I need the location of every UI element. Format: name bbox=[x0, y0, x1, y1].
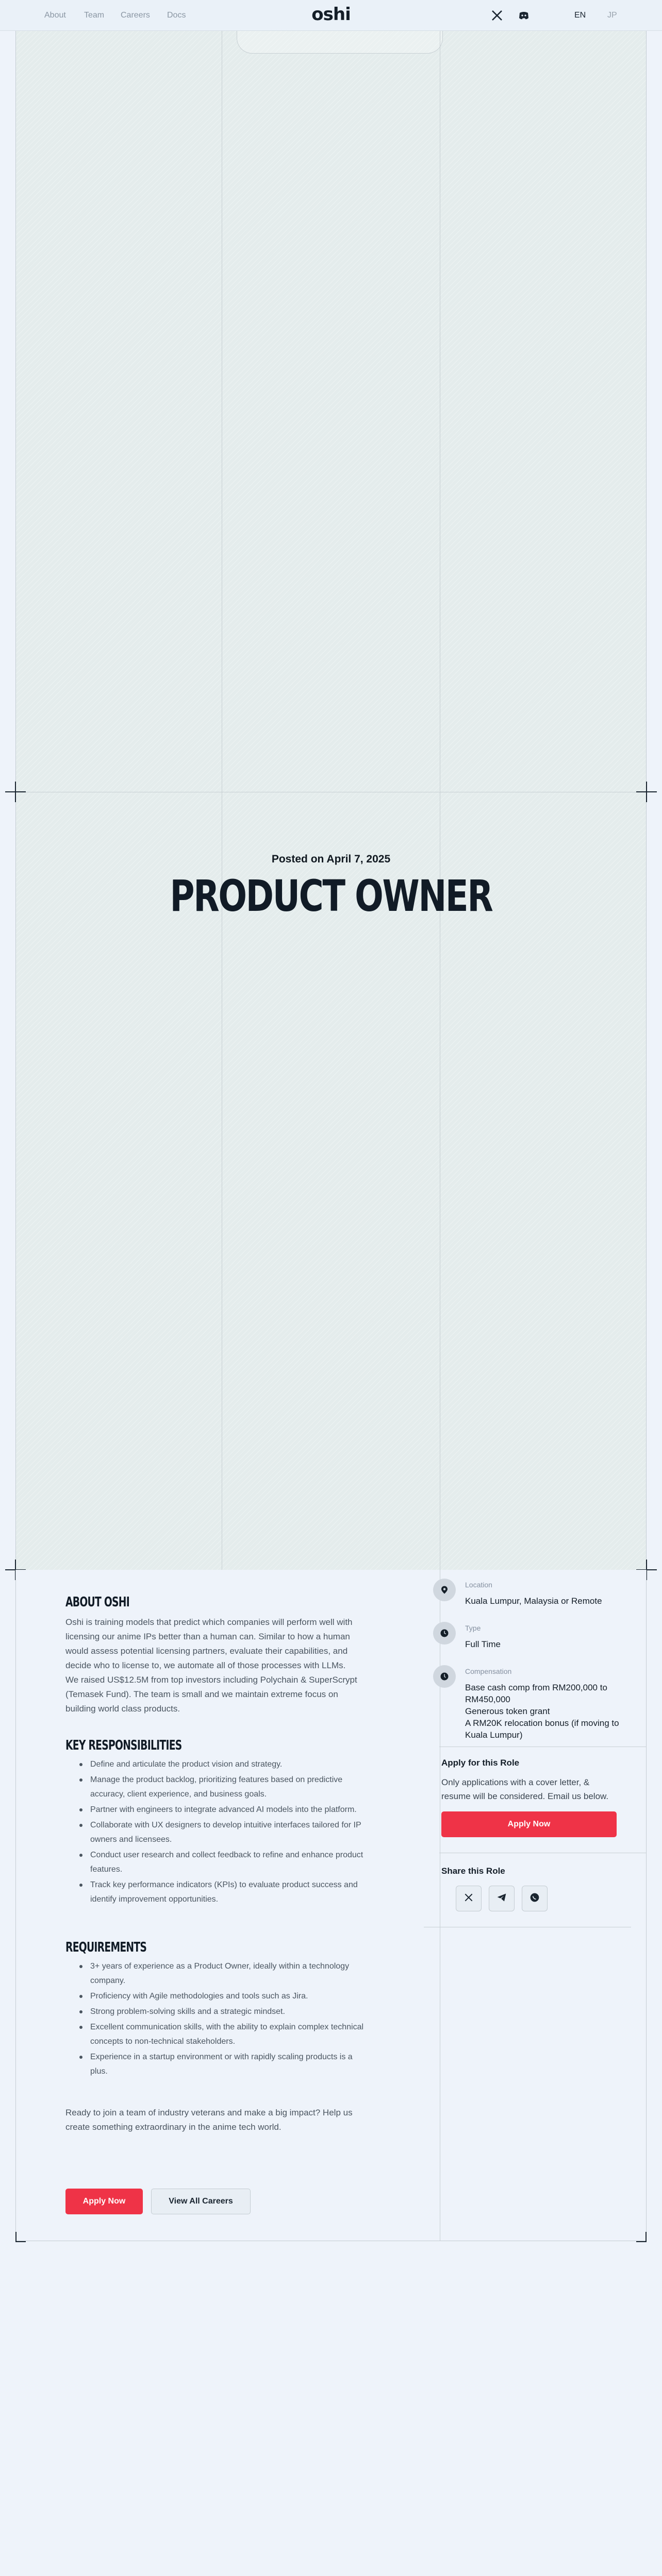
hero-section bbox=[15, 31, 647, 1570]
lang-en[interactable]: EN bbox=[574, 11, 586, 20]
share-whatsapp-button[interactable] bbox=[522, 1886, 548, 1911]
clock-icon bbox=[433, 1622, 456, 1645]
x-twitter-icon[interactable] bbox=[491, 9, 503, 22]
compensation-token: Generous token grant bbox=[465, 1706, 550, 1716]
nav-about[interactable]: About bbox=[44, 11, 66, 20]
share-x-button[interactable] bbox=[456, 1886, 482, 1911]
hero-notch bbox=[237, 31, 443, 54]
list-item: Conduct user research and collect feedback to refine and enhance product features. bbox=[77, 1848, 363, 1877]
share-telegram-button[interactable] bbox=[489, 1886, 515, 1911]
nav-careers[interactable]: Careers bbox=[121, 11, 150, 20]
crosshair-marker bbox=[5, 782, 26, 802]
nav-docs[interactable]: Docs bbox=[167, 11, 186, 20]
share-role-heading: Share this Role bbox=[441, 1866, 505, 1876]
compensation-label: Compensation bbox=[465, 1667, 512, 1675]
list-item: Proficiency with Agile methodologies and tools such as Jira. bbox=[77, 1989, 363, 2004]
corner-marker bbox=[15, 2232, 26, 2242]
crosshair-marker bbox=[636, 782, 657, 802]
closing-text: Ready to join a team of industry veterans and make a big impact? Help us create something extraordinary in the anime tech world. bbox=[65, 2108, 353, 2132]
posted-date: Posted on April 7, 2025 bbox=[271, 853, 391, 865]
type-label: Type bbox=[465, 1624, 481, 1632]
lang-jp[interactable]: JP bbox=[607, 11, 617, 20]
discord-icon[interactable] bbox=[518, 9, 530, 22]
type-value: Full Time bbox=[465, 1639, 501, 1649]
nav-team[interactable]: Team bbox=[84, 11, 105, 20]
list-item: 3+ years of experience as a Product Owner, ideally within a technology company. bbox=[77, 1959, 363, 1988]
location-value: Kuala Lumpur, Malaysia or Remote bbox=[465, 1596, 602, 1606]
location-pin-icon bbox=[433, 1579, 456, 1601]
compensation-base: Base cash comp from RM200,000 to RM450,000 bbox=[465, 1683, 607, 1704]
page-title: PRODUCT OWNER bbox=[170, 871, 492, 921]
list-item: Experience in a startup environment or with rapidly scaling products is a plus. bbox=[77, 2050, 363, 2079]
view-all-careers-button[interactable]: View All Careers bbox=[151, 2189, 251, 2214]
list-item: Track key performance indicators (KPIs) to evaluate product success and identify improvement opportunities. bbox=[77, 1878, 363, 1907]
corner-marker bbox=[636, 2232, 647, 2242]
responsibilities-list bbox=[77, 1757, 363, 1908]
list-item: Collaborate with UX designers to develop intuitive interfaces tailored for IP owners and licensees. bbox=[77, 1818, 363, 1847]
apply-now-button[interactable]: Apply Now bbox=[65, 2189, 143, 2214]
compensation-icon bbox=[433, 1665, 456, 1688]
side-apply-now-button[interactable]: Apply Now bbox=[441, 1811, 617, 1837]
location-label: Location bbox=[465, 1581, 492, 1589]
about-text: Oshi is training models that predict which companies will perform well with licensing our anime IPs better than a human can. Similar to how a human would assess potential licensing partners, evaluate their capabilities, and decide who to license to, we automate all of those processes with LLMs. We raised US$12.5M from top investors including Polychain & SuperScrypt (Temasek Fund). The team is small and we maintain extreme focus on building world class products. bbox=[65, 1617, 357, 1714]
whatsapp-icon bbox=[529, 1892, 540, 1905]
compensation-relocation: A RM20K relocation bonus (if moving to Kuala Lumpur) bbox=[465, 1718, 619, 1740]
list-item: Define and articulate the product vision and strategy. bbox=[77, 1757, 363, 1772]
list-item: Partner with engineers to integrate advanced AI models into the platform. bbox=[77, 1803, 363, 1817]
list-item: Strong problem-solving skills and a strategic mindset. bbox=[77, 2005, 363, 2019]
requirements-heading: REQUIREMENTS bbox=[65, 1940, 147, 1955]
apply-role-text: Only applications with a cover letter, & resume will be considered. Email us below. bbox=[441, 1777, 609, 1801]
apply-role-heading: Apply for this Role bbox=[441, 1758, 520, 1768]
about-heading: ABOUT OSHI bbox=[65, 1595, 129, 1610]
telegram-icon bbox=[496, 1892, 507, 1905]
list-item: Excellent communication skills, with the ability to explain complex technical concepts to non-technical stakeholders. bbox=[77, 2020, 363, 2049]
list-item: Manage the product backlog, prioritizing features based on predictive accuracy, client experience, and business goals. bbox=[77, 1773, 363, 1802]
x-twitter-icon bbox=[464, 1892, 474, 1905]
responsibilities-heading: KEY RESPONSIBILITIES bbox=[65, 1738, 182, 1753]
logo[interactable]: oshi bbox=[311, 4, 351, 25]
top-nav bbox=[0, 0, 662, 31]
requirements-list bbox=[77, 1959, 363, 2080]
